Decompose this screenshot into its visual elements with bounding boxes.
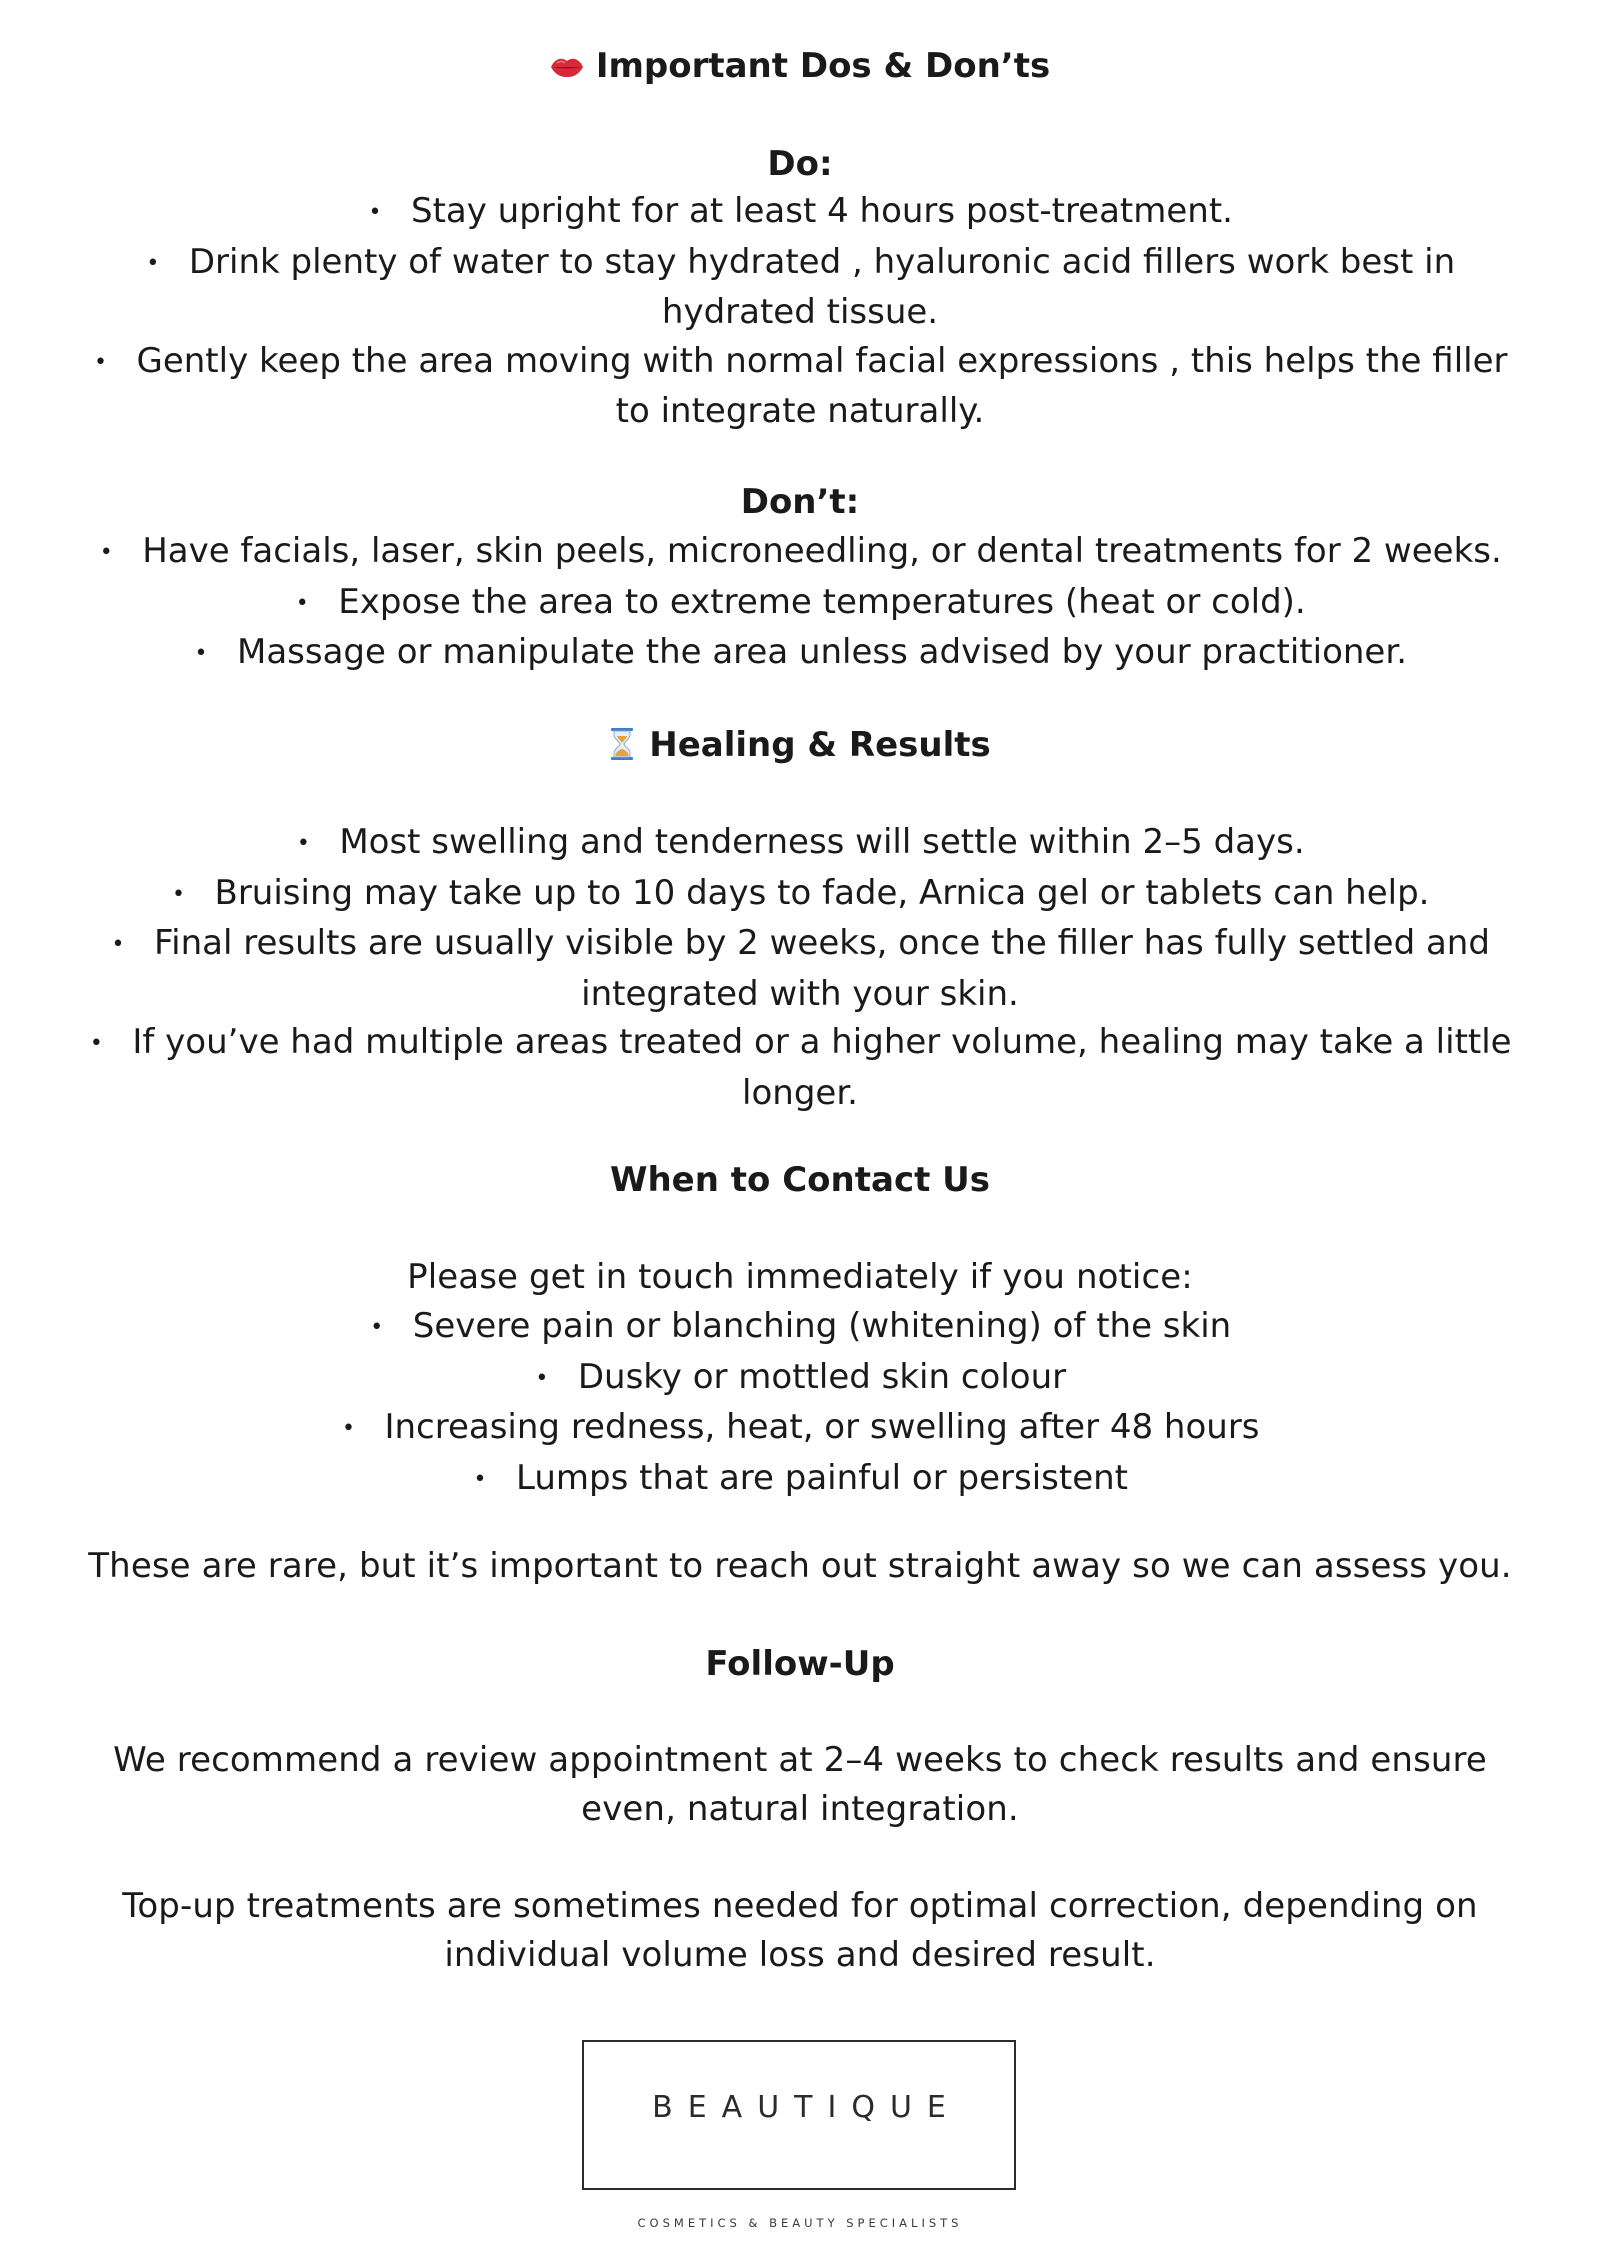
list-item-text: Increasing redness, heat, or swelling after 48 hours [384,1407,1260,1447]
bullet-icon: • [368,200,382,225]
followup-heading-wrap [80,1640,1520,1688]
list-item-text: Gently keep the area moving with normal facial expressions , this helps the filler to integrate naturally. [136,340,1508,431]
list-item-text: Expose the area to extreme temperatures (heat or cold). [338,581,1306,622]
list-item-text: Lumps that are painful or persistent [515,1457,1129,1498]
contact-heading-wrap [80,1156,1520,1204]
dont-heading: Don’t: [740,482,860,522]
contact-intro-wrap [80,1253,1520,1302]
list-item-text: Bruising may take up to 10 days to fade, Arnica gel or tablets can help. [214,872,1430,913]
followup-paragraph-1-wrap [80,1736,1520,1833]
bullet-icon: • [370,1315,384,1340]
healing-heading [80,721,1520,769]
rare-note-wrap [40,1542,1560,1591]
healing-heading-text: Healing & Results [649,725,991,765]
brand-name: BEAUTIQUE [652,2090,961,2125]
list-item [80,578,1520,629]
list-item-text: Severe pain or blanching (whitening) of the skin [412,1306,1232,1346]
list-item [80,628,1520,679]
do-heading-wrap [80,140,1520,188]
do-heading: Do: [767,144,833,184]
contact-list [80,1302,1520,1504]
list-item-text: Drink plenty of water to stay hydrated , hyaluronic acid fillers work best in hydrated tissue. [188,241,1456,332]
dont-heading-wrap [80,478,1520,526]
followup-paragraph-2: Top-up treatments are sometimes needed for optimal correction, depending on individual volume loss and desired result. [122,1886,1478,1975]
list-item-text: Final results are usually visible by 2 weeks, once the filler has fully settled and integrated with your skin. [154,923,1490,1014]
rare-note: These are rare, but it’s important to reach out straight away so we can assess you. [88,1546,1512,1586]
title-section [80,42,1520,90]
bullet-icon: • [194,641,208,666]
followup-paragraph-1: We recommend a review appointment at 2–4 weeks to check results and ensure even, natural integration. [113,1740,1487,1829]
list-item-text: Dusky or mottled skin colour [577,1356,1067,1397]
contact-intro: Please get in touch immediately if you notice: [407,1257,1193,1297]
healing-list [80,818,1520,1117]
list-item [80,1302,1520,1353]
list-item [80,1353,1520,1404]
list-item-text: Have facials, laser, skin peels, microneedling, or dental treatments for 2 weeks. [142,531,1502,571]
healing-heading-wrap [80,721,1520,769]
list-item [90,919,1510,1018]
list-item-text: Stay upright for at least 4 hours post-treatment. [411,191,1233,231]
list-item [80,337,1520,436]
bullet-icon: • [341,1416,355,1441]
bullet-icon: • [295,590,309,616]
bullet-icon: • [89,1031,103,1056]
followup-heading: Follow-Up [705,1644,895,1684]
brand-logo [582,2040,1016,2190]
bullet-icon: • [111,932,125,957]
bullet-icon: • [146,250,160,276]
bullet-icon: • [473,1466,487,1492]
list-item [80,818,1520,869]
list-item [80,1018,1520,1117]
contact-heading: When to Contact Us [609,1160,991,1200]
list-item [120,238,1480,337]
followup-paragraph-2-wrap [80,1882,1520,1979]
bullet-icon: • [172,881,185,907]
hourglass-icon [609,727,635,761]
list-item-text: Most swelling and tenderness will settle within 2–5 days. [339,822,1305,862]
dont-list [80,527,1520,679]
list-item [80,187,1520,238]
list-item-text: Massage or manipulate the area unless advised by your practitioner. [236,632,1408,672]
lips-icon [550,56,584,78]
page-title-text: Important Dos & Don’ts [595,46,1051,86]
list-item [80,1403,1520,1454]
list-item-text: If you’ve had multiple areas treated or a higher volume, healing may take a little longer. [132,1022,1512,1113]
list-item [80,869,1520,920]
list-item [80,527,1520,578]
page-title [80,42,1520,90]
brand-tagline: COSMETICS & BEAUTY SPECIALISTS [637,2216,963,2230]
bullet-icon: • [296,831,310,856]
bullet-icon: • [99,540,113,565]
list-item [80,1454,1520,1505]
bullet-icon: • [535,1365,549,1391]
do-list [80,187,1520,436]
bullet-icon: • [93,349,107,375]
